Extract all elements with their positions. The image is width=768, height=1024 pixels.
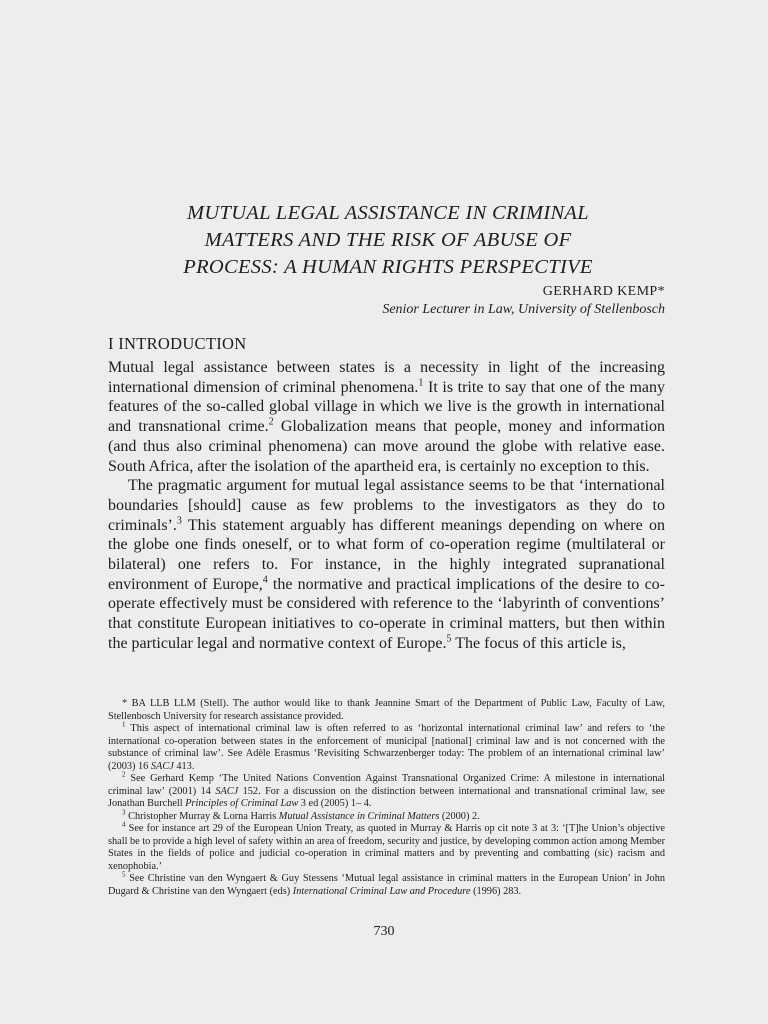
author-name: GERHARD KEMP* [542, 284, 665, 299]
footnote-1: $^1$ This aspect of international criminal law is often referred to as ‘horizontal international criminal law’ and refers to ‘the international co-operation between states in the enforcement of municipal [national] criminal law and is not concerned with the substance of criminal law’. See Adèle Erasmus ‘Revisiting Schwarzenberger today: The problem of an international criminal law’ (2003) 16 SACJ 413. [108, 720, 665, 772]
footnote-ref-5[interactable]: 5 [446, 633, 452, 645]
footnote-3: $^3$ Christopher Murray & Lorna Harris Mutual Assistance in Criminal Matters (2000) 2. [122, 808, 480, 822]
footnote-ref-3[interactable]: 3 [176, 515, 182, 527]
footnote-ref-1[interactable]: 1 [418, 377, 424, 389]
article-title [108, 200, 668, 281]
footnote-5: $^5$ See Christine van den Wyngaert & Guy Stessens ‘Mutual legal assistance in criminal matters in the European Union’ in John Dugard & Christine van den Wyngaert (eds) International Criminal Law and Procedure (1996) 283. [108, 870, 665, 897]
footnote-star: * BA LLB LLM (Stell). The author would like to thank Jeannine Smart of the Department of Public Law, Faculty of Law, Stellenbosch University for research assistance provided. [108, 698, 665, 722]
author-affiliation: Senior Lecturer in Law, University of Stellenbosch [382, 302, 665, 317]
footnotes [108, 698, 665, 898]
title-line-2: MATTERS AND THE RISK OF ABUSE OF [204, 229, 572, 251]
footnote-ref-2[interactable]: 2 [268, 416, 274, 428]
title-line-3: PROCESS: A HUMAN RIGHTS PERSPECTIVE [183, 256, 593, 278]
paragraph-2: The pragmatic argument for mutual legal assistance seems to be that ‘international boundaries [should] cause as few problems to the investigators as they do to criminals’.$^3$ This statement arguably has different meanings depending on where on the globe one finds oneself, or to what form of co-operation regime (multilateral or bilateral) one refers to. For instance, in the highly integrated supranational environment of Europe,$^4$ the normative and practical implications of the desire to co-operate effectively must be considered with reference to the ‘labyrinth of conventions’ that constitute European initiatives to co-operate in criminal matters, but then within the particular legal and normative context of Europe.$^5$ The focus of this article is, [108, 477, 666, 652]
section-heading: I INTRODUCTION [108, 334, 247, 353]
paragraph-1: Mutual legal assistance between states is a necessity in light of the increasing international dimension of criminal phenomena.$^1$ It is trite to say that one of the many features of the so-called global village in which we live is the growth in international and transnational crime.$^2$ Globalization means that people, money and information (and thus also criminal phenomena) can move around the globe with relative ease. South Africa, after the isolation of the apartheid era, is certainly no exception to this. [108, 359, 666, 475]
body-text [108, 358, 665, 654]
footnote-4: $^4$ See for instance art 29 of the European Union Treaty, as quoted in Murray & Harris op cit note 3 at 3: ‘[T]he Union’s objective shall be to provide a high level of safety within an area of freedom, security and justice, by developing common action among Member States in the fields of police and judicial co-operation in criminal matters and by preventing and combatting (sic) racism and xenophobia.’ [108, 820, 666, 872]
title-line-1: MUTUAL LEGAL ASSISTANCE IN CRIMINAL [187, 202, 589, 224]
footnote-2: $^2$ See Gerhard Kemp ‘The United Nations Convention Against Transnational Organized Crime: A milestone in international criminal law’ (2001) 14 SACJ 152. For a discussion on the distinction between international and transnational criminal law, see Jonathan Burchell Principles of Criminal Law 3 ed (2005) 1– 4. [108, 770, 665, 809]
page-number: 730 [373, 924, 395, 939]
footnote-ref-4[interactable]: 4 [262, 574, 268, 586]
